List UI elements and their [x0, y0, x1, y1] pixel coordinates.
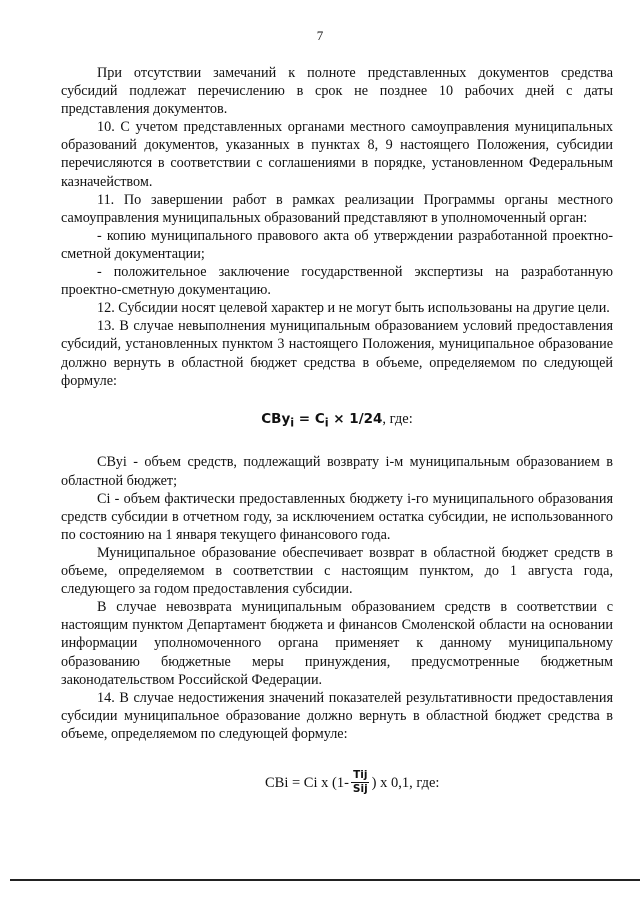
paragraph-11: 11. По завершении работ в рамках реализации Программы органы местного самоуправления муниципальных образований представляют в уполномоченный орган: [61, 191, 613, 226]
document-body [61, 64, 613, 809]
formula-2 [61, 763, 613, 809]
paragraph-10: 10. С учетом представленных органами местного самоуправления муниципальных образований документов, указанных в пунктах 8, 9 настоящего Положения, субсидии перечисляются в соответствии с соглашениями в порядке, установленном Федеральным казначейством. [61, 119, 613, 190]
page-number: 7 [316, 28, 324, 43]
definition-svui: СВуi - объем средств, подлежащий возврату i-м муниципальным образованием в областной бюджет; [61, 454, 613, 489]
formula-1-tail: , где: [382, 410, 413, 427]
definition-ci: Сi - объем фактически предоставленных бюджету i-го муниципального образования средств субсидии в отчетном году, за исключением остатка субсидии, не использованного по состоянию на 1 января текущего финансового года. [61, 490, 613, 543]
formula-1 [61, 410, 613, 433]
paragraph-12: 12. Субсидии носят целевой характер и не могут быть использованы на другие цели. [97, 300, 610, 317]
formula-2-left: СВi = Сi x (1- [265, 774, 349, 791]
paragraph-14: 14. В случае недостижения значений показателей результативности предоставления субсидии муниципальное образование должно вернуть в областной бюджет средства в объеме, определяемом по следующей формуле: [61, 689, 613, 742]
paragraph: В случае невозврата муниципальным образованием средств в соответствии с настоящим пунктом Департамент бюджета и финансов Смоленской области на основании информации уполномоченного органа применяет к данному муниципальному образованию бюджетные меры принуждения, предусмотренные бюджетным законодательством Российской Федерации. [61, 599, 613, 688]
list-item: - положительное заключение государственной экспертизы на разработанную проектно-сметную документацию. [61, 264, 613, 299]
fraction-numerator: Tij [353, 769, 368, 782]
paragraph: Муниципальное образование обеспечивает возврат в областной бюджет средств в объеме, определяемом в соответствии с настоящим пунктом, до 1 августа года, следующего за годом предоставления субсидии. [61, 544, 613, 598]
formula-1-lhs: $СВу_i = С_i \times 1/24$ [261, 410, 383, 430]
list-item: - копию муниципального правового акта об утверждении разработанной проектно-сметной документации; [61, 227, 613, 262]
paragraph: При отсутствии замечаний к полноте представленных документов средства субсидий подлежат перечислению в срок не позднее 10 рабочих дней с даты представления документов. [61, 65, 613, 118]
formula-2-right: ) x 0,1, где: [371, 774, 440, 791]
formula-2-fraction [351, 769, 370, 796]
fraction-denominator: Sij [352, 783, 368, 796]
page-bottom-border [10, 879, 640, 881]
paragraph-13: 13. В случае невыполнения муниципальным образованием условий предоставления субсидий, установленных пунктом 3 настоящего Положения, муниципальное образование должно вернуть в областной бюджет средства в объеме, определяемом по следующей формуле: [61, 318, 613, 389]
